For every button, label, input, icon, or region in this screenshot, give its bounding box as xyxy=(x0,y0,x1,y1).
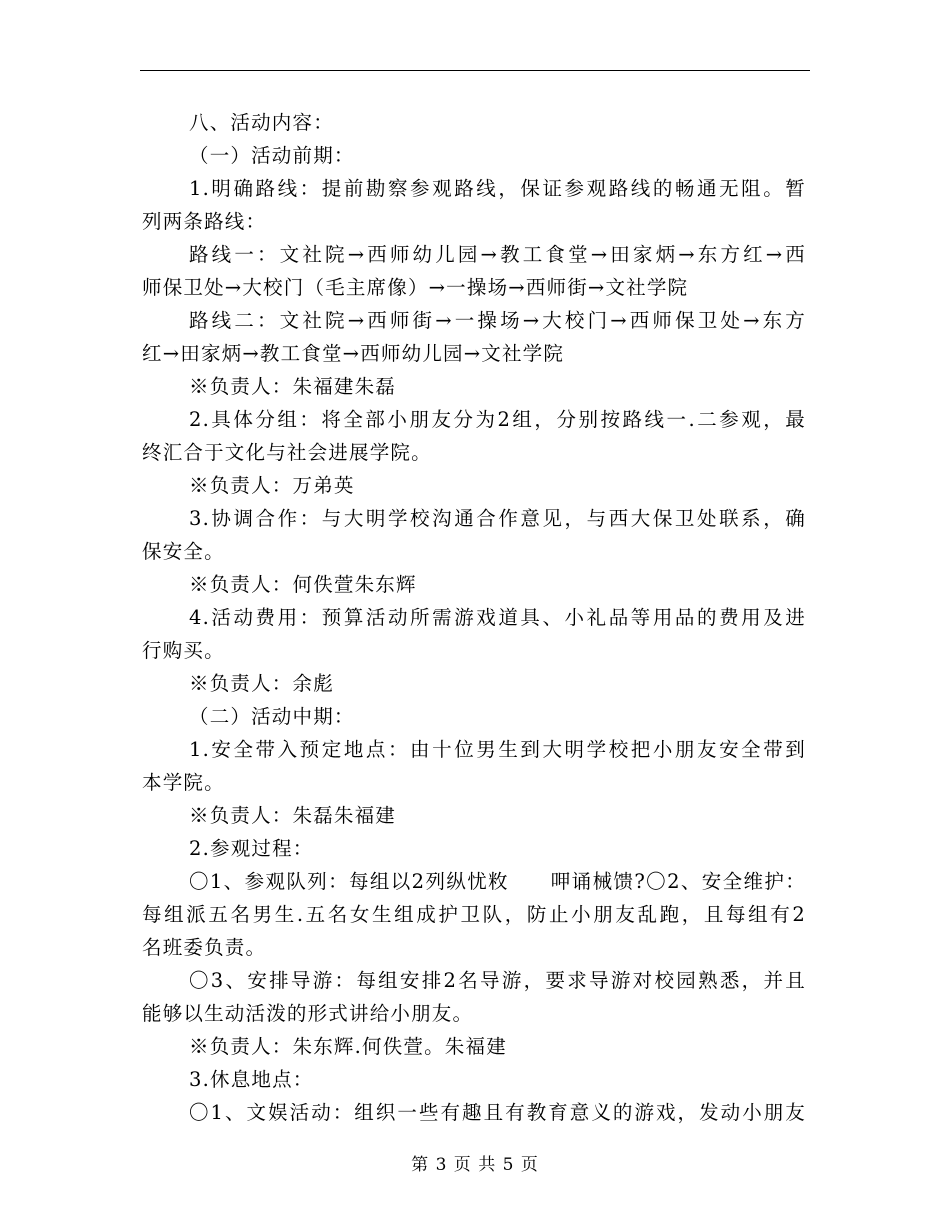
paragraph-line: 4.活动费用：预算活动所需游戏道具、小礼品等用品的费用及进 xyxy=(189,606,806,629)
paragraph-line: 行购买。 xyxy=(142,639,225,662)
paragraph-line: 终汇合于文化与社会进展学院。 xyxy=(142,441,432,464)
paragraph-line: 3.协调合作：与大明学校沟通合作意见，与西大保卫处联系，确 xyxy=(189,507,806,530)
paragraph-line: 能够以生动活泼的形式讲给小朋友。 xyxy=(142,1002,474,1025)
paragraph-line: 每组派五名男生.五名女生组成护卫队，防止小朋友乱跑，且每组有2 xyxy=(142,903,806,926)
paragraph-line: 〇1、文娱活动：组织一些有趣且有教育意义的游戏，发动小朋友 xyxy=(189,1101,806,1124)
paragraph-line: 列两条路线： xyxy=(142,210,267,233)
page-footer: 第 3 页 共 5 页 xyxy=(411,1155,539,1175)
paragraph-line: 师保卫处→大校门（毛主席像）→一操场→西师街→文社学院 xyxy=(142,276,689,299)
paragraph-line: 名班委负责。 xyxy=(142,936,267,959)
paragraph-line: 1.明确路线：提前勘察参观路线，保证参观路线的畅通无阻。暂 xyxy=(189,177,806,200)
paragraph-line: 2.具体分组：将全部小朋友分为2组，分别按路线一.二参观，最 xyxy=(189,408,806,431)
header-rule xyxy=(140,70,810,71)
paragraph-line: 红→田家炳→教工食堂→西师幼儿园→文社学院 xyxy=(142,342,565,365)
responsible-person-line: ※负责人：朱福建朱磊 xyxy=(189,375,397,398)
paragraph-line: 3.休息地点： xyxy=(189,1068,314,1091)
paragraph-line: 路线一：文社院→西师幼儿园→教工食堂→田家炳→东方红→西 xyxy=(189,243,806,266)
section-heading-activity-content: 八、活动内容： xyxy=(189,111,334,134)
responsible-person-line: ※负责人：朱磊朱福建 xyxy=(189,804,397,827)
responsible-person-line: ※负责人：余彪 xyxy=(189,672,334,695)
paragraph-line: 1.安全带入预定地点：由十位男生到大明学校把小朋友安全带到 xyxy=(189,738,806,761)
paragraph-line: 〇1、参观队列：每组以2列纵忧敉 呷诵械馈?〇2、安全维护： xyxy=(189,870,806,893)
document-body xyxy=(142,106,806,1129)
paragraph-line: 路线二：文社院→西师街→一操场→大校门→西师保卫处→东方 xyxy=(189,309,806,332)
paragraph-line: 保安全。 xyxy=(142,540,225,563)
paragraph-line: 本学院。 xyxy=(142,771,225,794)
paragraph-line: 2.参观过程： xyxy=(189,837,314,860)
subsection-heading-mid-activity: （二）活动中期： xyxy=(189,705,355,728)
paragraph-line: 〇3、安排导游：每组安排2名导游，要求导游对校园熟悉，并且 xyxy=(189,969,806,992)
subsection-heading-pre-activity: （一）活动前期： xyxy=(189,144,355,167)
responsible-person-line: ※负责人：何佚萱朱东辉 xyxy=(189,573,417,596)
responsible-person-line: ※负责人：万弟英 xyxy=(189,474,355,497)
responsible-person-line: ※负责人：朱东辉.何佚萱。朱福建 xyxy=(189,1035,507,1058)
